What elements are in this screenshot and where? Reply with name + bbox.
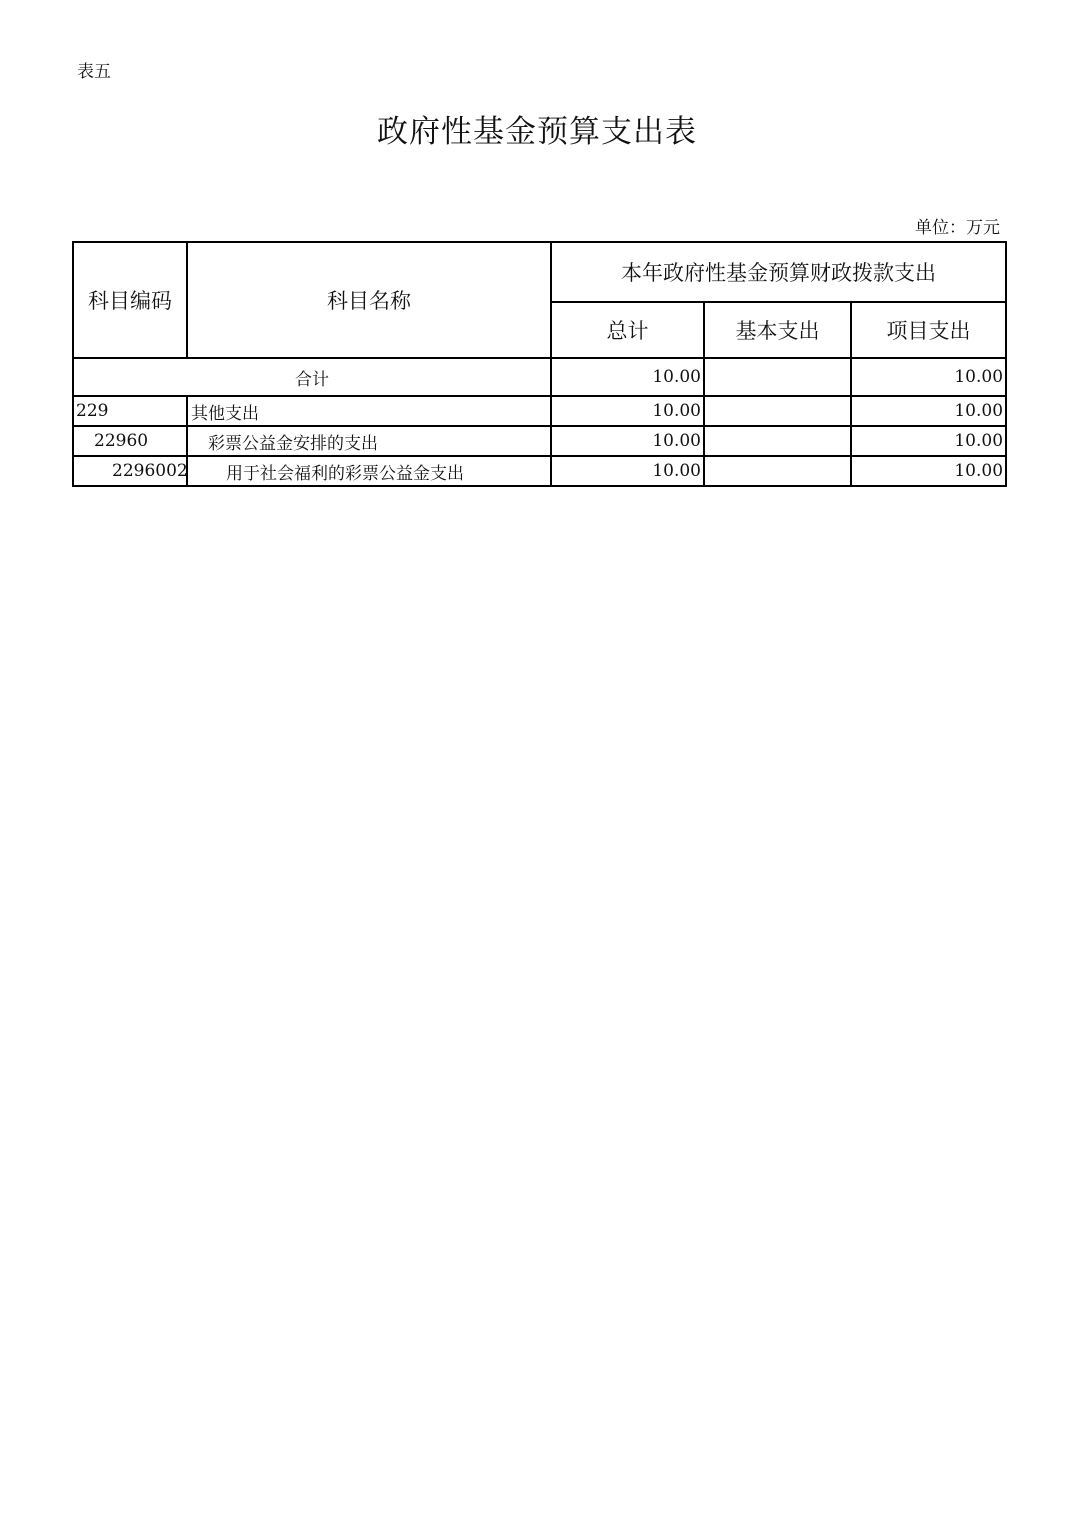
- header-subject-name: 科目名称: [187, 242, 551, 358]
- budget-expenditure-table: [72, 241, 1007, 487]
- subject-code-cell: 229: [73, 396, 187, 426]
- total-cell: 10.00: [551, 426, 704, 456]
- table-row: [73, 396, 1006, 426]
- header-project-expenditure: 项目支出: [851, 302, 1006, 358]
- table-row: [73, 456, 1006, 486]
- subject-code-cell: 22960: [73, 426, 187, 456]
- unit-label: 单位：万元: [915, 218, 1000, 238]
- total-row: [73, 358, 1006, 396]
- basic-cell: [704, 426, 851, 456]
- total-cell: 10.00: [551, 396, 704, 426]
- total-basic-value: [704, 358, 851, 396]
- total-project-value: 10.00: [851, 358, 1006, 396]
- page-title: 政府性基金预算支出表: [377, 114, 697, 150]
- basic-cell: [704, 456, 851, 486]
- project-cell: 10.00: [851, 456, 1006, 486]
- header-subject-code: 科目编码: [73, 242, 187, 358]
- subject-name-cell: 彩票公益金安排的支出: [187, 426, 551, 456]
- subject-name-cell: 其他支出: [187, 396, 551, 426]
- header-basic-expenditure: 基本支出: [704, 302, 851, 358]
- basic-cell: [704, 396, 851, 426]
- project-cell: 10.00: [851, 426, 1006, 456]
- table-number-label: 表五: [77, 62, 111, 82]
- total-cell: 10.00: [551, 456, 704, 486]
- total-total-value: 10.00: [551, 358, 704, 396]
- project-cell: 10.00: [851, 396, 1006, 426]
- subject-name-cell: 用于社会福利的彩票公益金支出: [187, 456, 551, 486]
- header-row-1: [73, 242, 1006, 302]
- header-total: 总计: [551, 302, 704, 358]
- table-row: [73, 426, 1006, 456]
- total-label: 合计: [73, 358, 551, 396]
- header-appropriation-group: 本年政府性基金预算财政拨款支出: [551, 242, 1006, 302]
- subject-code-cell: 2296002: [73, 456, 187, 486]
